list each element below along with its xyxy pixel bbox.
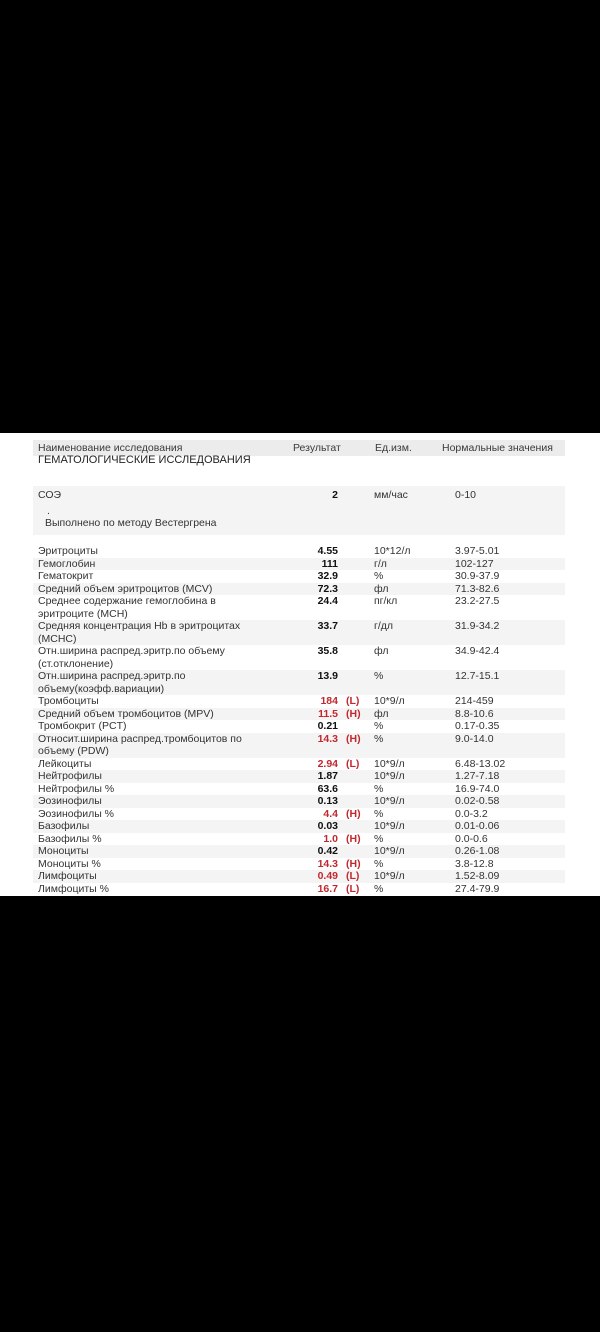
test-result: 2.94: [317, 757, 338, 770]
test-name: Эозинофилы: [38, 795, 102, 807]
test-units: фл: [374, 645, 389, 657]
lab-report-page[interactable]: [0, 433, 600, 896]
results-table: [33, 545, 565, 895]
test-units: 10*9/л: [374, 845, 405, 857]
table-row: [33, 695, 565, 708]
test-units: мм/час: [374, 489, 408, 501]
test-flag: (H): [346, 857, 361, 870]
column-header-range: Нормальные значения: [442, 442, 553, 454]
test-units: г/дл: [374, 620, 394, 632]
test-flag: (L): [346, 882, 360, 895]
test-range: 0.0-3.2: [455, 807, 488, 820]
table-row: [33, 833, 565, 846]
test-name: СОЭ: [38, 489, 62, 501]
test-name: Моноциты: [38, 845, 89, 857]
test-units: 10*9/л: [374, 870, 405, 882]
test-result: 14.3: [317, 857, 338, 870]
test-units: %: [374, 882, 384, 895]
test-result: 0.03: [317, 820, 338, 832]
note-dot: .: [47, 504, 50, 517]
test-name: Моноциты %: [38, 857, 101, 870]
test-range: 23.2-27.5: [455, 595, 500, 607]
test-name: Средний объем тромбоцитов (MPV): [38, 707, 214, 720]
test-result: 13.9: [317, 670, 338, 682]
table-row: [33, 670, 565, 695]
test-range: 0.0-0.6: [455, 832, 488, 845]
test-flag: (L): [346, 757, 360, 770]
test-result: 63.6: [317, 782, 338, 795]
test-name: Тромбокрит (PCT): [38, 720, 127, 732]
test-range: 0.02-0.58: [455, 795, 500, 807]
test-result: 72.3: [317, 582, 338, 595]
test-result: 0.42: [317, 845, 338, 857]
table-row: [33, 595, 565, 620]
test-range: 8.8-10.6: [455, 707, 494, 720]
column-header-units: Ед.изм.: [375, 442, 412, 454]
test-range: 12.7-15.1: [455, 670, 500, 682]
test-units: %: [374, 782, 384, 795]
test-result: 2: [332, 489, 338, 501]
test-range: 0.26-1.08: [455, 845, 500, 857]
test-result: 0.13: [317, 795, 338, 807]
test-name: Нейтрофилы: [38, 770, 102, 782]
test-range: 3.8-12.8: [455, 857, 494, 870]
test-units: %: [374, 670, 384, 682]
test-range: 27.4-79.9: [455, 882, 500, 895]
test-units: 10*12/л: [374, 545, 411, 557]
test-name: Гематокрит: [38, 570, 94, 582]
table-row: [33, 783, 565, 796]
test-name: Эритроциты: [38, 545, 98, 557]
column-header-name: Наименование исследования: [38, 442, 183, 454]
test-result: 111: [321, 557, 338, 570]
test-result: 35.8: [317, 645, 338, 657]
test-units: 10*9/л: [374, 770, 405, 782]
test-name: Относит.ширина распред.тромбоцитов по объему (PDW): [38, 732, 242, 757]
test-units: 10*9/л: [374, 757, 405, 770]
table-row: [33, 870, 565, 883]
test-result: 14.3: [317, 732, 338, 745]
test-result: 11.5: [318, 707, 338, 720]
test-name: Гемоглобин: [38, 557, 96, 570]
test-name: Средний объем эритроцитов (MCV): [38, 582, 213, 595]
table-row: [33, 770, 565, 783]
table-row: [33, 489, 565, 502]
table-row: [33, 558, 565, 571]
test-units: %: [374, 732, 384, 745]
test-result: 4.4: [323, 807, 338, 820]
table-row: [33, 570, 565, 583]
table-row: [33, 733, 565, 758]
test-result: 32.9: [317, 570, 338, 582]
test-flag: (H): [346, 832, 361, 845]
test-range: 102-127: [455, 557, 494, 570]
test-units: %: [374, 720, 384, 732]
table-row: [33, 645, 565, 670]
test-range: 30.9-37.9: [455, 570, 500, 582]
test-range: 34.9-42.4: [455, 645, 500, 657]
test-range: 1.27-7.18: [455, 770, 500, 782]
table-row: [33, 708, 565, 721]
column-header-result: Результат: [293, 442, 341, 454]
esr-result-block: [33, 486, 565, 535]
test-name: Лимфоциты %: [38, 882, 109, 895]
test-units: пг/кл: [374, 595, 398, 607]
test-units: г/л: [374, 557, 387, 570]
test-result: 1.87: [317, 770, 338, 782]
test-result: 184: [320, 695, 338, 707]
test-flag: (L): [346, 695, 360, 707]
table-row: [33, 583, 565, 596]
test-range: 9.0-14.0: [455, 732, 494, 745]
test-name: Отн.ширина распред.эритр.по объему (ст.отклонение): [38, 645, 225, 670]
test-result: 0.49: [317, 870, 338, 882]
test-name: Средняя концентрация Hb в эритроцитах (MCHC): [38, 620, 241, 645]
test-units: фл: [374, 582, 389, 595]
table-row: [33, 820, 565, 833]
test-name: Тромбоциты: [38, 695, 99, 707]
test-range: 1.52-8.09: [455, 870, 500, 882]
test-range: 16.9-74.0: [455, 782, 500, 795]
test-name: Среднее содержание гемоглобина в эритроците (MCH): [38, 595, 216, 620]
test-range: 0.17-0.35: [455, 720, 500, 732]
test-range: 214-459: [455, 695, 494, 707]
test-flag: (H): [346, 707, 361, 720]
test-range: 0-10: [455, 489, 477, 501]
test-result: 24.4: [317, 595, 338, 607]
test-name: Эозинофилы %: [38, 807, 115, 820]
test-units: %: [374, 570, 384, 582]
test-result: 4.55: [317, 545, 338, 557]
test-range: 6.48-13.02: [455, 757, 506, 770]
table-row: [33, 758, 565, 771]
table-row: [33, 720, 565, 733]
test-range: 0.01-0.06: [455, 820, 500, 832]
table-row: [33, 795, 565, 808]
table-row: [33, 545, 565, 558]
test-range: 3.97-5.01: [455, 545, 500, 557]
test-result: 0.21: [317, 720, 338, 732]
test-units: 10*9/л: [374, 695, 405, 707]
table-row: [33, 883, 565, 896]
test-result: 1.0: [323, 832, 338, 845]
test-units: %: [374, 807, 384, 820]
test-flag: (H): [346, 807, 361, 820]
test-range: 71.3-82.6: [455, 582, 500, 595]
table-row: [33, 620, 565, 645]
test-name: Нейтрофилы %: [38, 782, 115, 795]
test-name: Базофилы %: [38, 832, 102, 845]
test-units: %: [374, 857, 384, 870]
test-units: фл: [374, 707, 389, 720]
test-flag: (H): [346, 732, 361, 745]
test-units: 10*9/л: [374, 795, 405, 807]
table-row: [33, 858, 565, 871]
test-units: %: [374, 832, 384, 845]
table-row: [33, 808, 565, 821]
test-name: Лимфоциты: [38, 870, 97, 882]
test-range: 31.9-34.2: [455, 620, 500, 632]
section-title: ГЕМАТОЛОГИЧЕСКИЕ ИССЛЕДОВАНИЯ: [38, 454, 251, 466]
test-flag: (L): [346, 870, 360, 882]
test-name: Отн.ширина распред.эритр.по объему(коэфф.вариации): [38, 670, 186, 695]
method-note: Выполнено по методу Вестергрена: [45, 516, 217, 529]
test-result: 16.7: [317, 882, 338, 895]
table-row: [33, 845, 565, 858]
test-name: Базофилы: [38, 820, 90, 832]
test-units: 10*9/л: [374, 820, 405, 832]
test-name: Лейкоциты: [38, 757, 92, 770]
test-result: 33.7: [317, 620, 338, 632]
